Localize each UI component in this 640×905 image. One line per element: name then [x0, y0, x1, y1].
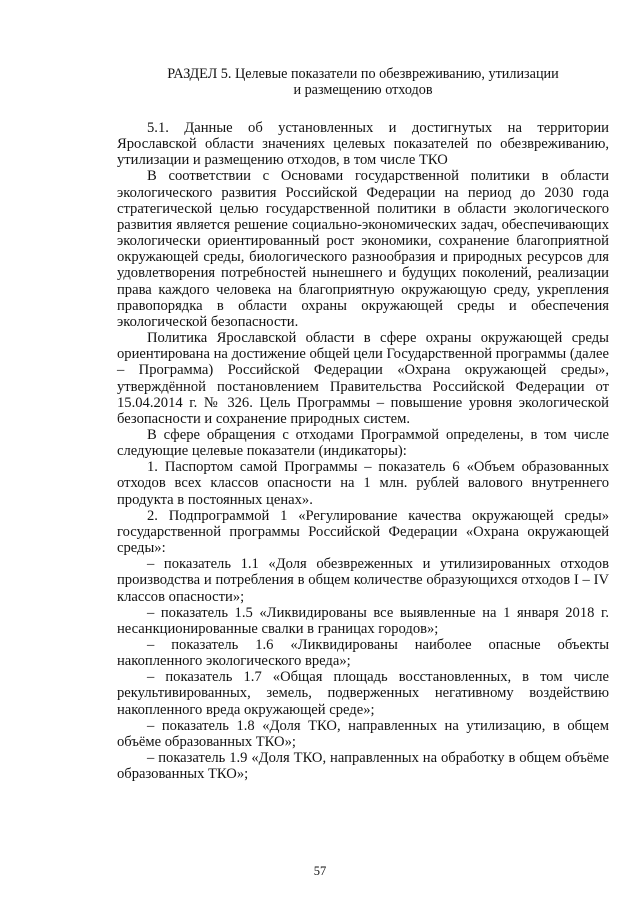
list-item-indicator-1-7: – показатель 1.7 «Общая площадь восстановленных, в том числе рекультивированных, земель, подверженных негативному воздействию накопленного вреда окружающей среде»; [117, 669, 609, 718]
paragraph-regional-policy: Политика Ярославской области в сфере охраны окружающей среды ориентирована на достижение общей цели Государственной программы (далее – Программа) Российской Федерации «Охрана окружающей среды», утверждённой постановлением Правительства Российской Федерации от 15.04.2014 г. № 326. Цель Программы – повышение уровня экологической безопасности и сохранение природных систем. [117, 330, 609, 427]
paragraph-subprogram-1: 2. Подпрограммой 1 «Регулирование качества окружающей среды» государственной программы Российской Федерации «Охрана окружающей среды»: [117, 507, 609, 557]
section-title-line-2: и размещению отходов [293, 82, 433, 98]
document-page [117, 66, 609, 782]
page-number: 57 [313, 864, 327, 878]
list-item-indicator-1-9: – показатель 1.9 «Доля ТКО, направленных на обработку в общем объёме образованных ТКО»; [117, 750, 609, 783]
list-item-indicator-1-5: – показатель 1.5 «Ликвидированы все выявленные на 1 января 2018 г. несанкционированные свалки в границах городов»; [117, 604, 609, 637]
section-heading [117, 66, 609, 98]
list-item-indicator-1-6: – показатель 1.6 «Ликвидированы наиболее опасные объекты накопленного экологического вреда»; [117, 637, 609, 670]
paragraph-subsection-5-1: 5.1. Данные об установленных и достигнутых на территории Ярославской области значениях целевых показателей по обезвреживанию, утилизации и размещению отходов, в том числе ТКО [117, 120, 609, 169]
list-item-indicator-1-1: – показатель 1.1 «Доля обезвреженных и утилизированных отходов производства и потребления в общем количестве образующихся отходов I – IV классов опасности»; [117, 556, 609, 605]
paragraph-program-passport: 1. Паспортом самой Программы – показатель 6 «Объем образованных отходов всех классов опасности на 1 млн. рублей валового внутреннего продукта в постоянных ценах». [117, 459, 609, 508]
body-text [117, 120, 609, 782]
paragraph-target-indicators-intro: В сфере обращения с отходами Программой определены, в том числе следующие целевые показатели (индикаторы): [117, 426, 609, 460]
paragraph-state-policy: В соответствии с Основами государственной политики в области экологического развития Российской Федерации на период до 2030 года стратегической целью государственной политики в области экологического развития является решение социально-экономических задач, обеспечивающих экологически ориентированный рост экономики, сохранение благоприятной окружающей среды, биологического разнообразия и природных ресурсов для удовлетворения потребностей нынешнего и будущих поколений, реализации права каждого человека на благоприятную окружающую среду, укрепления правопорядка в области охраны окружающей среды и обеспечения экологической безопасности. [117, 168, 609, 330]
list-item-indicator-1-8: – показатель 1.8 «Доля ТКО, направленных на утилизацию, в общем объёме образованных ТКО»; [117, 717, 609, 750]
section-title-line-1: РАЗДЕЛ 5. Целевые показатели по обезвреживанию, утилизации [167, 66, 559, 82]
